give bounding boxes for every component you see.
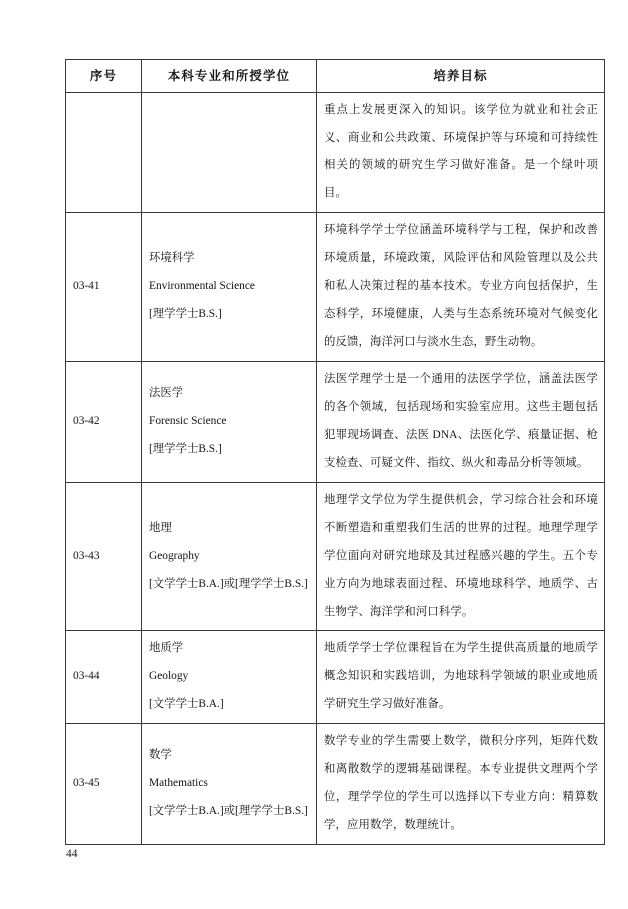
major-degree: [文学学士B.A.]或[理学学士B.S.] [149,577,308,590]
cell-code: 03-45 [66,724,142,845]
major-name-en: Forensic Science [149,414,227,427]
cell-major [142,482,317,631]
cell-code: 03-44 [66,631,142,724]
major-degree: [理学学士B.S.] [149,308,222,321]
major-name-cn: 地质学 [149,642,184,655]
goal-text: 环境科学学士学位涵盖环境科学与工程，保护和改善环境质量，环境政策，风险评估和风险管理以及公共和私人决策过程的基本技术。专业方向包括保护，生态科学，环境健康，人类与生态系统环境对气候变化的反馈，海洋河口与淡水生态，野生动物。 [324,224,598,349]
table-row [66,482,605,631]
cell-major [142,631,317,724]
cell-code: 03-43 [66,482,142,631]
table-row [66,213,605,362]
major-name-cn: 环境科学 [149,252,195,265]
goal-text: 重点上发展更深入的知识。该学位为就业和社会正义、商业和公共政策、环境保护等与环境和可持续性相关的领域的研究生学习做好准备。是一个绿叶项目。 [324,103,598,200]
cell-major [142,92,317,213]
goal-text: 地理学文学位为学生提供机会，学习综合社会和环境不断塑造和重塑我们生活的世界的过程。地理学理学学位面向对研究地球及其过程感兴趣的学生。五个专业方向为地球表面过程、环境地球科学、地质学、古生物学、海洋学和河口科学。 [324,493,598,618]
cell-goal [317,213,605,362]
cell-goal [317,631,605,724]
cell-major [142,213,317,362]
major-name-cn: 数学 [149,749,172,762]
page-number: 44 [66,848,78,860]
column-header-code: 序号 [66,60,142,93]
table-row [66,631,605,724]
major-degree: [文学学士B.A.] [149,698,224,711]
table-row [66,362,605,483]
major-name-en: Mathematics [149,777,208,790]
table-row [66,724,605,845]
cell-major [142,362,317,483]
goal-text: 法医学理学士是一个通用的法医学学位，涵盖法医学的各个领域，包括现场和实验室应用。这些主题包括犯罪现场调查、法医 DNA、法医化学、痕量证据、枪支检查、可疑文件、指纹、纵火和毒品分析等领域。 [324,373,598,469]
goal-text: 数学专业的学生需要上数学，微积分序列，矩阵代数和离散数学的逻辑基础课程。本专业提供文理两个学位，理学学位的学生可以选择以下专业方向：精算数学，应用数学，数理统计。 [324,735,598,832]
goal-text: 地质学学士学位课程旨在为学生提供高质量的地质学概念知识和实践培训，为地球科学领域的职业或地质学研究生学习做好准备。 [324,642,598,711]
table-header-row [66,60,605,93]
major-name-en: Environmental Science [149,280,255,293]
cell-goal [317,362,605,483]
table-header [66,60,605,93]
major-name-en: Geology [149,670,189,683]
cell-code [66,92,142,213]
cell-goal [317,482,605,631]
cell-code: 03-41 [66,213,142,362]
major-name-en: Geography [149,549,200,562]
cell-major [142,724,317,845]
column-header-goal: 培养目标 [317,60,605,93]
column-header-major: 本科专业和所授学位 [142,60,317,93]
cell-goal [317,92,605,213]
majors-table [65,59,605,845]
cell-code: 03-42 [66,362,142,483]
table-body [66,92,605,844]
major-name-cn: 法医学 [149,387,184,400]
major-degree: [理学学士B.S.] [149,442,222,455]
major-degree: [文学学士B.A.]或[理学学士B.S.] [149,805,308,818]
table-row [66,92,605,213]
major-name-cn: 地理 [149,521,172,534]
cell-goal [317,724,605,845]
